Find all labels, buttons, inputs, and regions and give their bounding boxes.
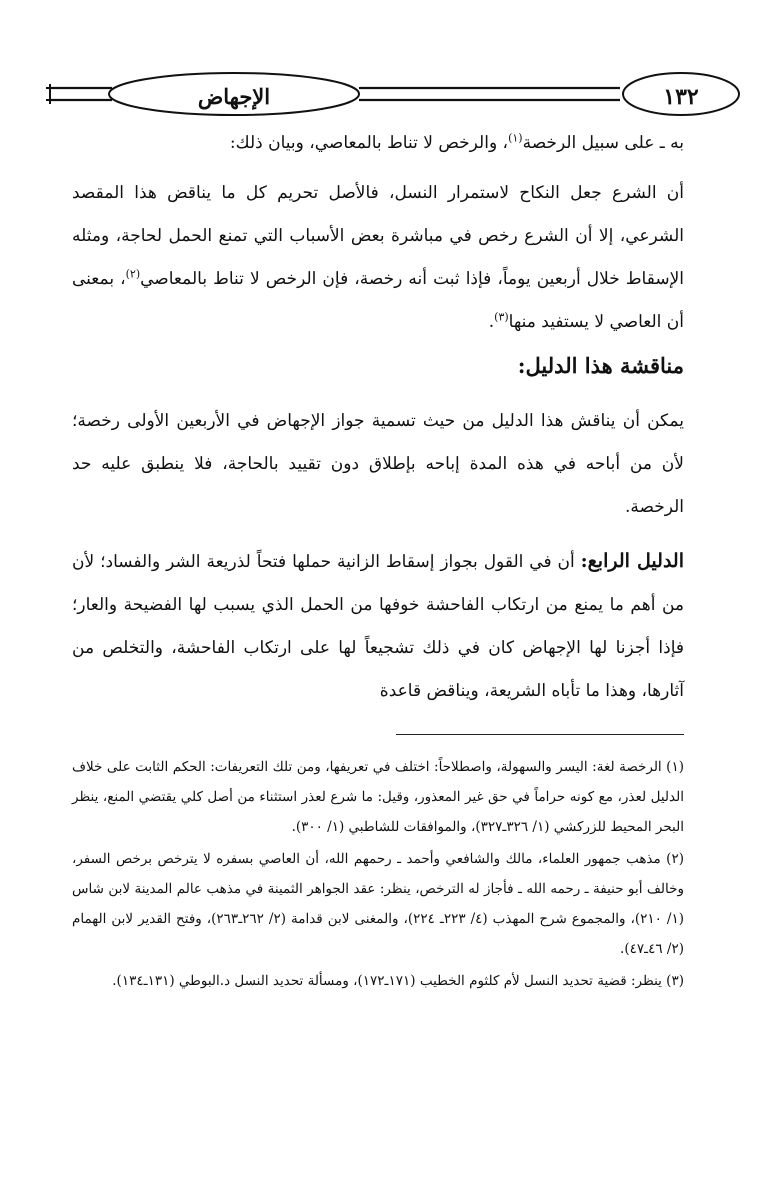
footnote-ref[interactable]: (١) [508,131,523,145]
chapter-title: الإجهاض [197,84,271,109]
paragraph-rukhsa [72,172,684,344]
paragraph-text: أن الشرع جعل النكاح لاستمرار النسل، فالأصل تحريم كل ما يناقض هذا المقصد الشرعي، إلا أن الشرع رخص في مباشرة بعض الأسباب التي تمنع الحمل لحاجة، ومثله الإسقاط خلال أربعين يوماً، فإذا ثبت أنه رخصة، فإن الرخص لا تناط بالمعاصي [72,183,684,289]
page-header [44,66,744,122]
paragraph-text: ، والرخص لا تناط بالمعاصي، وبيان ذلك: [229,133,509,153]
paragraph-text: . [488,312,495,332]
page-number: ١٣٢ [663,84,699,110]
paragraph-discussion: يمكن أن يناقش هذا الدليل من حيث تسمية جواز الإجهاض في الأربعين الأولى رخصة؛ لأن من أباحه في هذه المدة إباحه بإطلاق دون تقييد بالحاجة، فلا ينطبق عليه حد الرخصة. [72,411,684,517]
footnote-ref[interactable]: (٣) [494,310,509,324]
paragraph-text: ، بمعنى أن العاصي لا يستفيد منها [72,269,684,332]
evidence-label: الدليل الرابع: [580,550,685,572]
section-heading: مناقشة هذا الدليل: [517,353,684,378]
paragraph-continuation [72,122,684,165]
footnote-separator [396,734,684,735]
footnotes [72,752,684,998]
footnote-1: (١) الرخصة لغة: اليسر والسهولة، واصطلاحاً: اختلف في تعريفها، ومن تلك التعريفات: الحكم الثابت على خلاف الدليل لعذر، مع كونه حراماً في حق غير المعذور، وقيل: ما شرع لعذر استثناء من أصل كلي يقتضي المنع، ينظر البحر المحيط للزركشي (١/ ٣٢٦ـ٣٢٧)، والموافقات للشاطبي (١/ ٣٠٠). [72,759,684,835]
paragraph-text: أن في القول بجواز إسقاط الزانية حملها فتحاً لذريعة الشر والفساد؛ لأن من أهم ما يمنع من ارتكاب الفاحشة خوفها من الحمل الذي يسبب لها الفضيحة والعار؛ فإذا أجزنا لها الإجهاض كان في ذلك تشجيعاً لها على ارتكاب الفاحشة، والتخلص من آثارها، وهذا ما تأباه الشريعة، ويناقض قاعدة [72,552,684,701]
footnote-3: (٣) ينظر: قضية تحديد النسل لأم كلثوم الخطيب (١٧١ـ١٧٢)، ومسألة تحديد النسل د.البوطي (١٣١ـ١٣٤). [112,973,684,989]
paragraph-text: به ـ على سبيل الرخصة [522,133,684,153]
paragraph-fourth-evidence [72,540,684,713]
footnote-ref[interactable]: (٢) [125,267,141,281]
footnote-2: (٢) مذهب جمهور العلماء، مالك والشافعي وأحمد ـ رحمهم الله، أن العاصي بسفره لا يترخص برخص السفر، وخالف أبو حنيفة ـ رحمه الله ـ فأجاز له الترخص، ينظر: عقد الجواهر الثمينة في مذهب عالم المدينة لابن شاس (١/ ٢١٠)، والمجموع شرح المهذب (٤/ ٢٢٣ـ ٢٢٤)، والمغنى لابن قدامة (٢/ ٢٦٢ـ٢٦٣)، وفتح القدير لابن الهمام (٢/ ٤٦ـ٤٧). [72,851,685,957]
